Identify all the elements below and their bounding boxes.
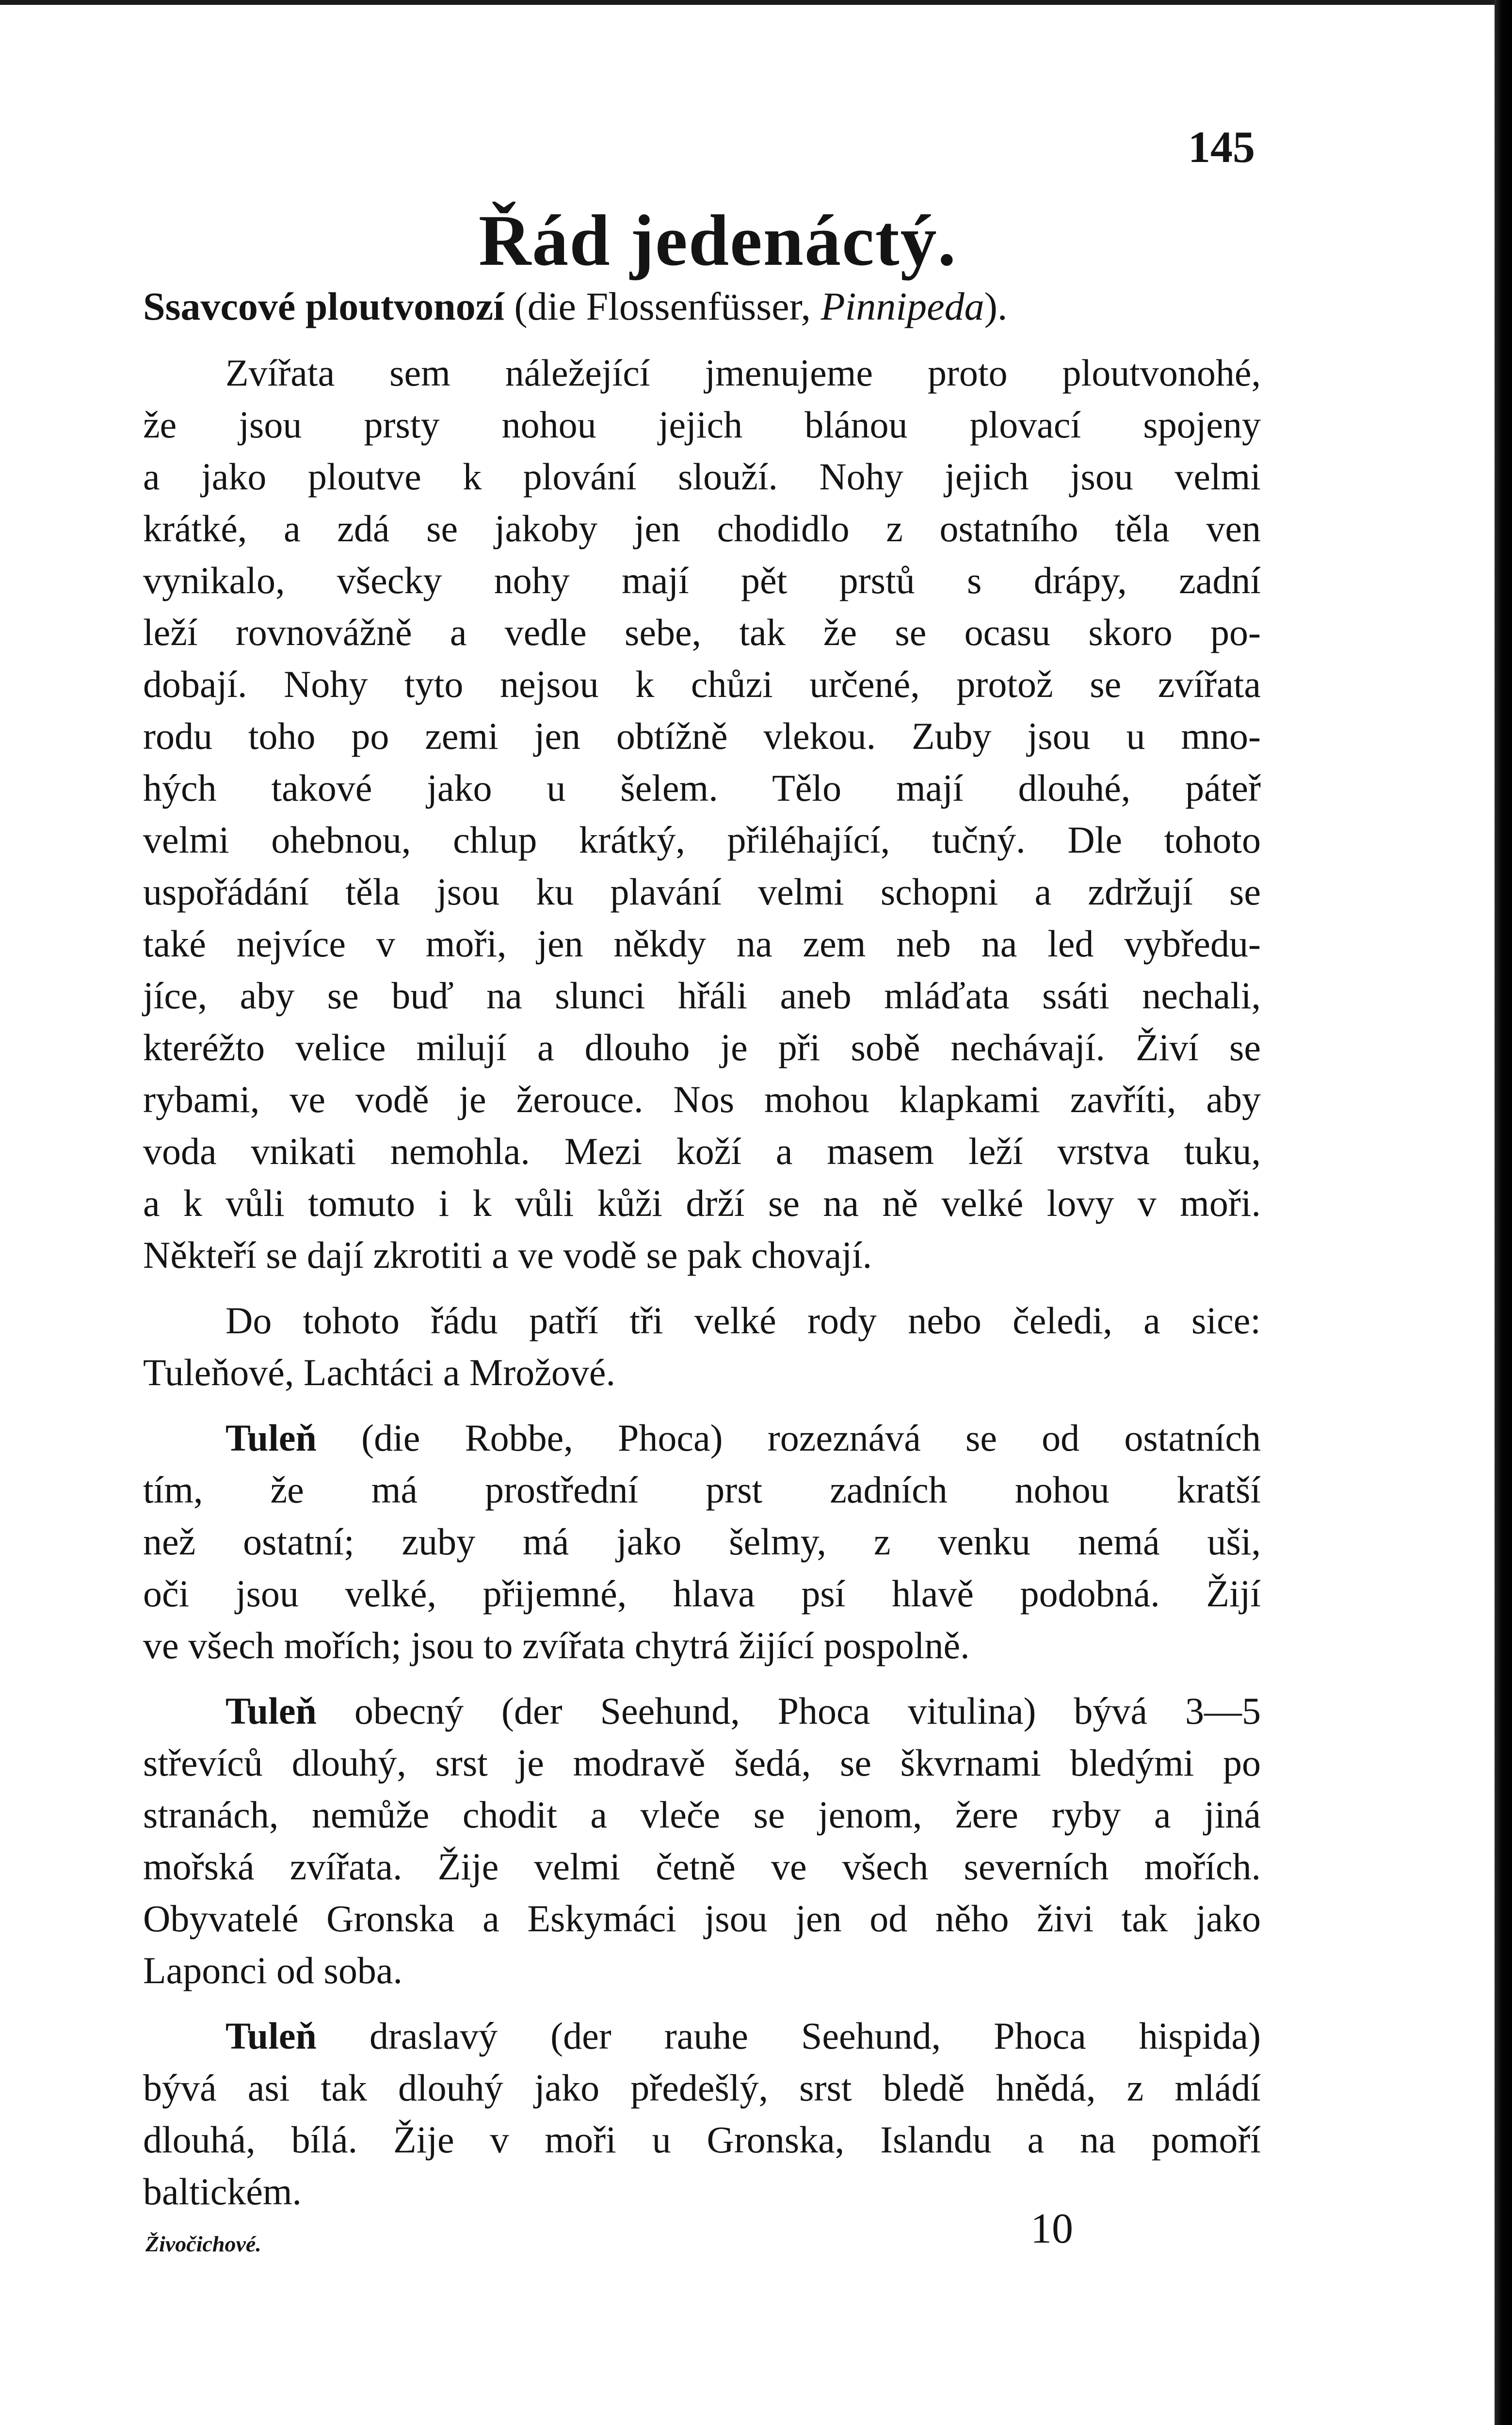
text-line: leží rovnovážně a vedle sebe, tak že se ocasu skoro po-	[143, 611, 1261, 653]
text-line: hých takové jako u šelem. Tělo mají dlouhé, páteř	[143, 767, 1261, 809]
text-line: také nejvíce v moři, jen někdy na zem neb na led vybředu-	[143, 922, 1261, 965]
text-line: voda vnikati nemohla. Mezi koží a masem leží vrstva tuku,	[143, 1130, 1261, 1172]
paragraph-tulen-draslavy	[143, 2010, 1261, 2217]
text-line: vynikalo, všecky nohy mají pět prstů s drápy, zadní	[143, 559, 1261, 601]
paragraph-intro	[143, 347, 1261, 1281]
genus-name: Tuleň	[225, 1417, 317, 1459]
subtitle-end: ).	[984, 284, 1008, 328]
text-line: oči jsou velké, přijemné, hlava psí hlavě podobná. Žijí	[143, 1572, 1261, 1615]
text-line: že jsou prsty nohou jejich blánou plovací spojeny	[143, 404, 1261, 446]
paragraph-gap	[143, 1281, 1261, 1294]
sheet-number: 10	[1030, 2205, 1073, 2252]
text-line: velmi ohebnou, chlup krátký, přiléhající, tučný. Dle tohoto	[143, 819, 1261, 861]
text-line: Obyvatelé Gronska a Eskymáci jsou jen od něho živi tak jako	[143, 1897, 1261, 1940]
text-line: krátké, a zdá se jakoby jen chodidlo z ostatního těla ven	[143, 507, 1261, 550]
paragraph-families	[143, 1294, 1261, 1398]
genus-name: Tuleň	[225, 1690, 317, 1732]
subtitle-german: (die Flossenfüsser,	[514, 284, 811, 328]
text-line: mořská zvířata. Žije velmi četně ve všech severních mořích.	[143, 1845, 1261, 1888]
text-line	[143, 1685, 1261, 1737]
paragraph-gap	[143, 1996, 1261, 2010]
text-line: kteréžto velice milují a dlouho je při sobě nechávají. Živí se	[143, 1026, 1261, 1068]
text-line: bývá asi tak dlouhý jako předešlý, srst bledě hnědá, z mládí	[143, 2067, 1261, 2109]
chapter-subtitle	[143, 284, 1007, 329]
footer-signature: Živočichové.	[145, 2231, 261, 2256]
paragraph-gap	[143, 1671, 1261, 1685]
body-text	[143, 347, 1261, 2217]
paragraph-tulen	[143, 1412, 1261, 1671]
text-line: jíce, aby se buď na slunci hřáli aneb mláďata ssáti nechali,	[143, 974, 1261, 1017]
chapter-title: Řád jedenáctý.	[478, 200, 957, 281]
text-line: stranách, nemůže chodit a vleče se jenom, žere ryby a jiná	[143, 1794, 1261, 1836]
text-line: Laponci od soba.	[143, 1949, 403, 1991]
text-line	[143, 1412, 1261, 1464]
text-line: Zvířata sem náležející jmenujeme proto ploutvonohé,	[225, 352, 1261, 394]
paragraph-tulen-obecny	[143, 1685, 1261, 1996]
text-line: uspořádání těla jsou ku plavání velmi schopni a zdržují se	[143, 871, 1261, 913]
text-line: baltickém.	[143, 2170, 302, 2213]
paragraph-gap	[143, 1398, 1261, 1412]
genus-name: Tuleň	[225, 2015, 317, 2057]
text-line: Do tohoto řádu patří tři velké rody nebo čeledi, a sice:	[225, 1299, 1261, 1342]
text-line: Někteří se dají zkrotiti a ve vodě se pak chovají.	[143, 1234, 872, 1276]
subtitle-czech: Ssavcové ploutvonozí	[143, 284, 504, 328]
page-top-edge	[0, 0, 1512, 5]
text-line: rybami, ve vodě je žerouce. Nos mohou klapkami zavříti, aby	[143, 1078, 1261, 1120]
text-line: tím, že má prostřední prst zadních nohou kratší	[143, 1469, 1261, 1511]
text-line: střevíců dlouhý, srst je modravě šedá, se škvrnami bledými po	[143, 1742, 1261, 1784]
text-line-rest: draslavý (der rauhe Seehund, Phoca hispida)	[369, 2015, 1261, 2057]
text-line: rodu toho po zemi jen obtížně vlekou. Zuby jsou u mno-	[143, 715, 1261, 757]
text-line: ve všech mořích; jsou to zvířata chytrá žijící pospolně.	[143, 1624, 970, 1666]
page-number: 145	[1188, 122, 1255, 172]
text-line: Tuleňové, Lachtáci a Mrožové.	[143, 1351, 615, 1393]
text-line-rest: obecný (der Seehund, Phoca vitulina) bývá 3—5	[354, 1690, 1261, 1732]
binding-edge	[1495, 0, 1512, 2425]
text-line-rest: (die Robbe, Phoca) rozeznává se od ostatních	[361, 1417, 1261, 1459]
text-line: a jako ploutve k plování slouží. Nohy jejich jsou velmi	[143, 455, 1261, 498]
text-line	[143, 2010, 1261, 2062]
text-line: a k vůli tomuto i k vůli kůži drží se na ně velké lovy v moři.	[143, 1182, 1261, 1224]
text-line: než ostatní; zuby má jako šelmy, z venku nemá uši,	[143, 1520, 1261, 1563]
text-line: dobají. Nohy tyto nejsou k chůzi určené, protož se zvířata	[143, 663, 1261, 705]
subtitle-latin: Pinnipeda	[820, 284, 984, 328]
text-line: dlouhá, bílá. Žije v moři u Gronska, Islandu a na pomoří	[143, 2118, 1261, 2161]
